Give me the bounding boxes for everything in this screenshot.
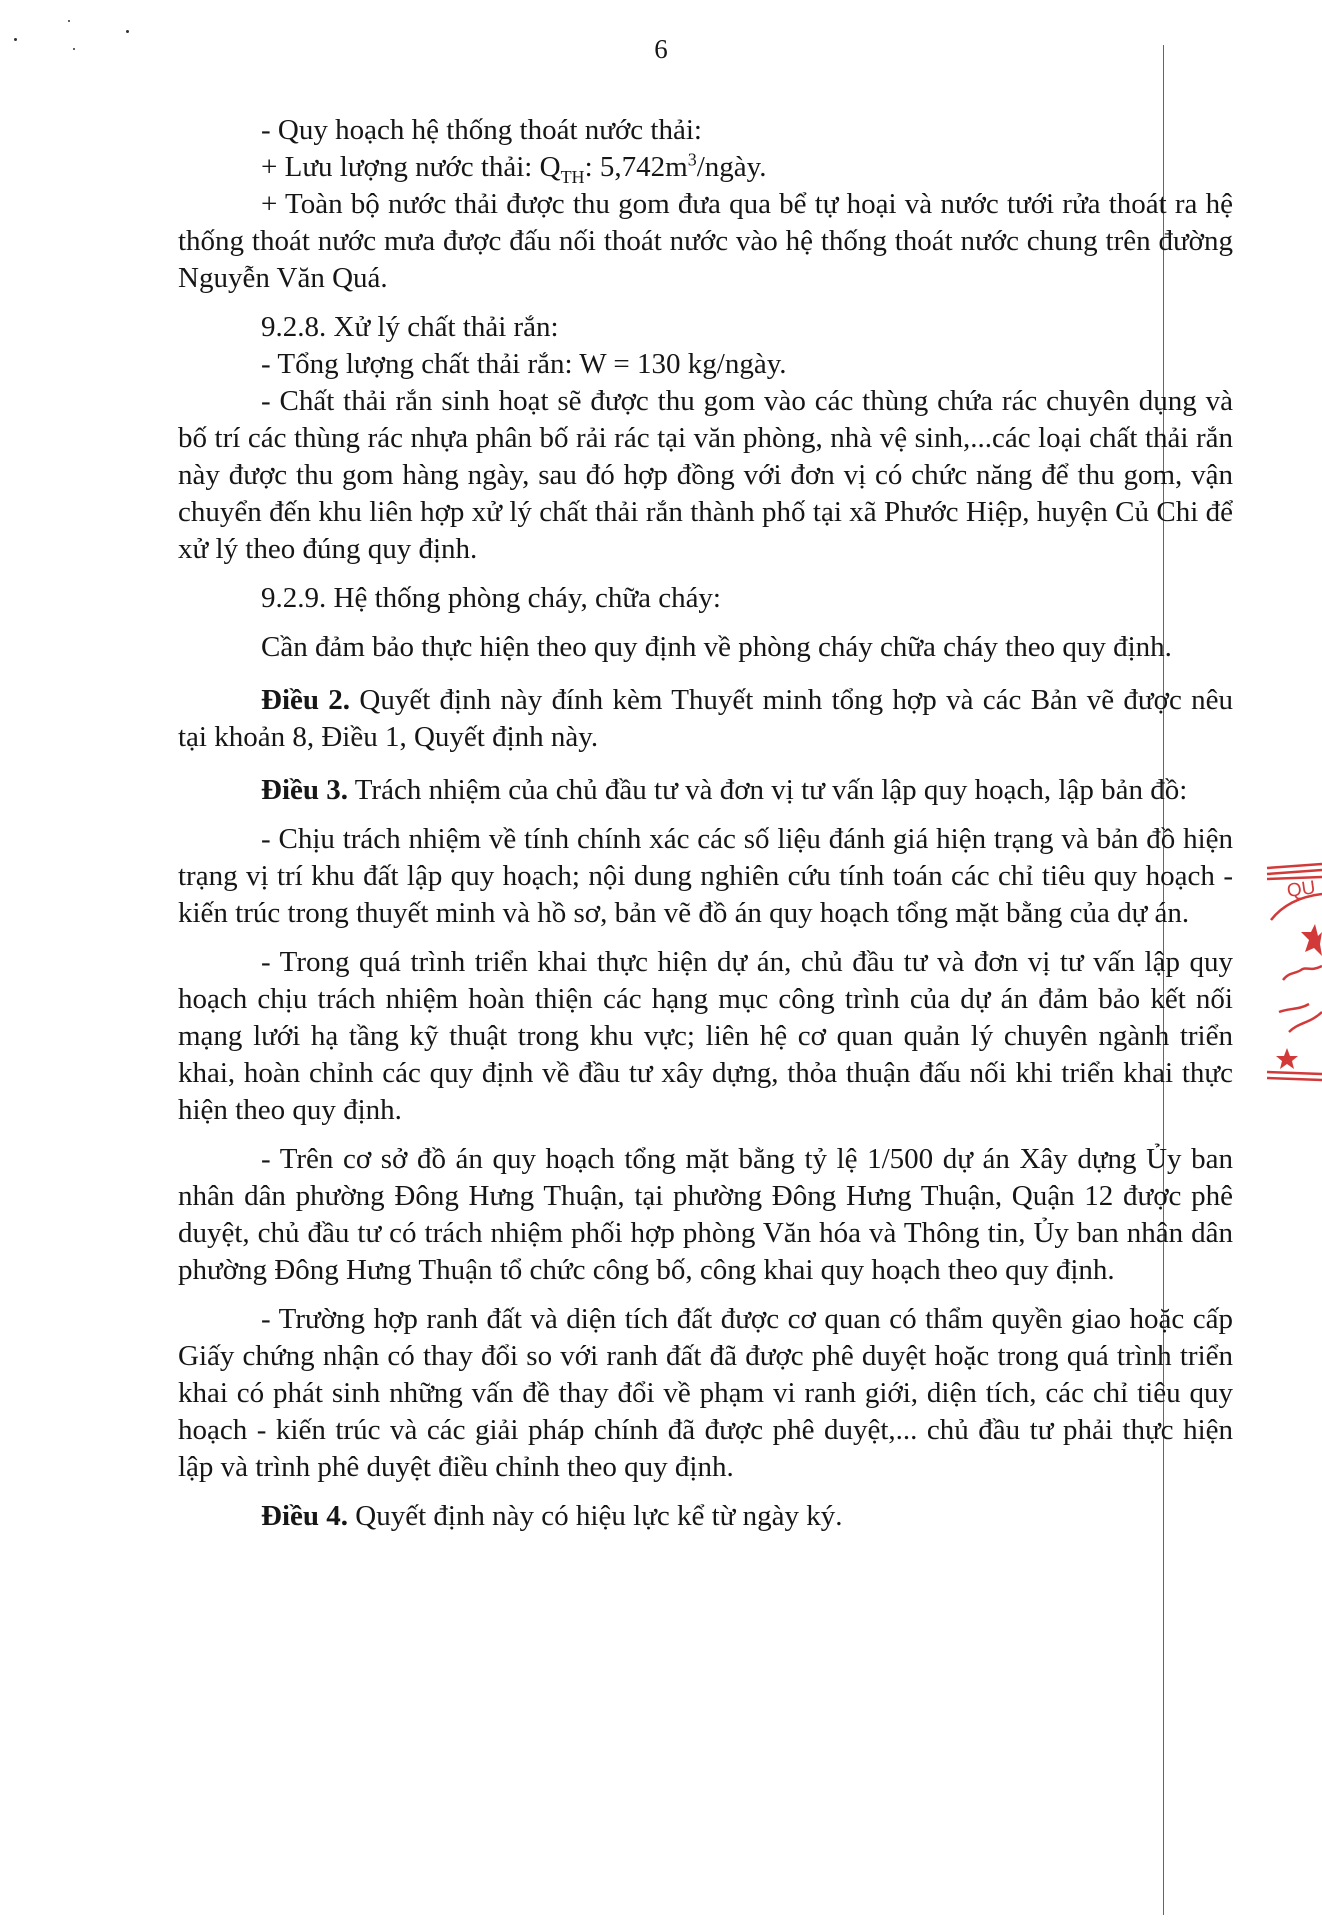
paragraph-responsibility-accuracy: - Chịu trách nhiệm về tính chính xác các số liệu đánh giá hiện trạng và bản đồ hiện trạng vị trí khu đất lập quy hoạch; nội dung nghiên cứu tính toán các chỉ tiêu quy hoạch - kiến trúc trong thuyết minh và hồ sơ, bản vẽ đồ án quy hoạch tổng mặt bằng của dự án.: [178, 823, 1233, 929]
paragraph-wastewater-flow: [178, 149, 1233, 186]
stamp-text: QU: [1285, 877, 1317, 903]
section-heading-solid-waste: 9.2.8. Xử lý chất thải rắn:: [261, 311, 559, 343]
article-2-label: Điều 2.: [261, 684, 351, 716]
page-number: 6: [654, 34, 668, 64]
paragraph-responsibility-publication: - Trên cơ sở đồ án quy hoạch tổng mặt bằng tỷ lệ 1/500 dự án Xây dựng Ủy ban nhân dân phường Đông Hưng Thuận, tại phường Đông Hưng Thuận, Quận 12 được phê duyệt, chủ đầu tư có trách nhiệm phối hợp phòng Văn hóa và Thông tin, Ủy ban nhân dân phường Đông Hưng Thuận tổ chức công bố, công khai quy hoạch theo quy định.: [178, 1143, 1233, 1286]
paragraph-solid-waste-handling: - Chất thải rắn sinh hoạt sẽ được thu gom vào các thùng chứa rác chuyên dụng và bố trí các thùng rác nhựa phân bố rải rác tại văn phòng, nhà vệ sinh,...các loại chất thải rắn này được thu gom hàng ngày, sau đó hợp đồng với đơn vị có chức năng để thu gom, vận chuyển đến khu liên hợp xử lý chất thải rắn thành phố tại xã Phước Hiệp, huyện Củ Chi để xử lý theo đúng quy định.: [178, 385, 1233, 565]
article-4: [178, 1498, 1233, 1535]
paragraph-fire-protection: Cần đảm bảo thực hiện theo quy định về phòng cháy chữa cháy theo quy định.: [261, 631, 1172, 663]
red-seal-stamp-fragment: [1265, 862, 1322, 1102]
article-4-label: Điều 4.: [261, 1500, 348, 1532]
flow-subscript: TH: [560, 166, 585, 187]
paragraph-wastewater-collection: + Toàn bộ nước thải được thu gom đưa qua bể tự hoại và nước tưới rửa thoát ra hệ thống thoát nước mưa được đấu nối thoát nước vào hệ thống thoát nước chung trên đường Nguyễn Văn Quá.: [178, 188, 1233, 294]
article-3-label: Điều 3.: [261, 774, 348, 806]
document-body: [178, 112, 1233, 1535]
paragraph-responsibility-implementation: - Trong quá trình triển khai thực hiện dự án, chủ đầu tư và đơn vị tư vấn lập quy hoạch chịu trách nhiệm hoàn thiện các hạng mục công trình của dự án đảm bảo kết nối mạng lưới hạ tầng kỹ thuật trong khu vực; liên hệ cơ quan quản lý chuyên ngành triển khai, hoàn chỉnh các quy định về đầu tư xây dựng, thỏa thuận đấu nối khi triển khai thực hiện theo quy định.: [178, 946, 1233, 1126]
article-3: [178, 772, 1233, 809]
paragraph-responsibility-adjustment: - Trường hợp ranh đất và diện tích đất được cơ quan có thẩm quyền giao hoặc cấp Giấy chứng nhận có thay đổi so với ranh đất đã được phê duyệt hoặc trong quá trình triển khai có phát sinh những vấn đề thay đổi về phạm vi ranh giới, diện tích, các chỉ tiêu quy hoạch - kiến trúc và các giải pháp chính đã được phê duyệt,... chủ đầu tư phải thực hiện lập và trình phê duyệt điều chỉnh theo quy định.: [178, 1303, 1233, 1483]
flow-superscript: 3: [687, 149, 697, 170]
paragraph-drainage-heading: - Quy hoạch hệ thống thoát nước thải:: [261, 114, 702, 146]
article-2-text: Quyết định này đính kèm Thuyết minh tổng hợp và các Bản vẽ được nêu tại khoản 8, Điều 1, Quyết định này.: [178, 684, 1234, 753]
scan-speck: [68, 20, 70, 22]
article-3-text: Trách nhiệm của chủ đầu tư và đơn vị tư vấn lập quy hoạch, lập bản đồ:: [348, 774, 1188, 806]
article-4-text: Quyết định này có hiệu lực kể từ ngày ký.: [348, 1500, 843, 1532]
flow-unit: /ngày.: [696, 151, 767, 183]
paragraph-solid-waste-total: - Tổng lượng chất thải rắn: W = 130 kg/ngày.: [261, 348, 787, 380]
section-heading-fire-protection: 9.2.9. Hệ thống phòng cháy, chữa cháy:: [261, 582, 721, 614]
flow-label: + Lưu lượng nước thải: Q: [261, 151, 561, 183]
flow-value: : 5,742m: [584, 151, 688, 183]
article-2: [178, 682, 1233, 756]
scan-speck: [126, 30, 129, 33]
